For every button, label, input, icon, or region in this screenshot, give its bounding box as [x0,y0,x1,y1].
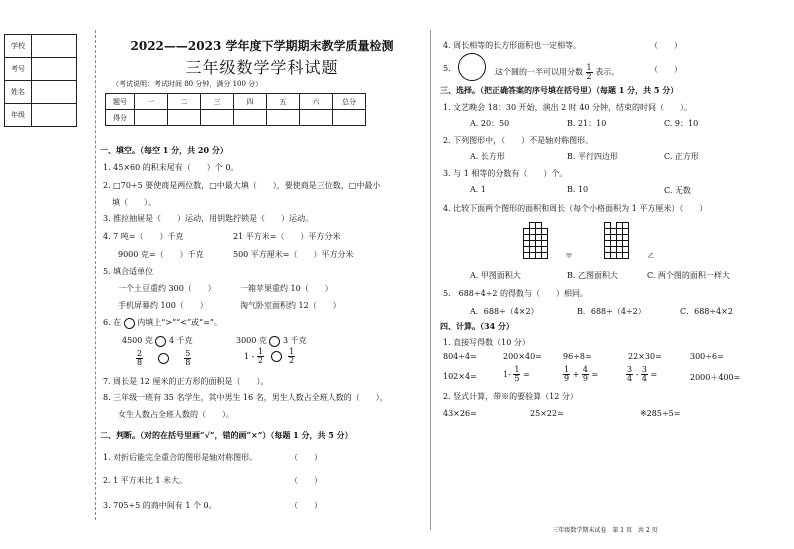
score-header: 六 [300,94,333,110]
c2-option-b: B. 平行四边形 [567,152,618,161]
c1-option-b: B. 21：10 [567,119,607,128]
fraction: $\frac{5}{8}$ [185,349,191,367]
school-label: 学校 [5,35,32,58]
q4-b2: 500 平方厘米=（ ）平方分米 [233,250,354,259]
q1: 1. 45×60 的积末尾有（ ）个 0。 [103,163,239,172]
calc-item-fraction: $\frac{3}{4}$ - $\frac{3}{4}$ = [627,365,658,383]
calc-part2: 2. 竖式计算，带※的要验算（12 分） [443,392,578,401]
tf2: 2. 1 平方米比 1 米大。 [103,476,187,485]
c3: 3. 与 1 相等的分数有（ ）个。 [443,169,568,178]
q5-b2: 淘气卧室面积约 12（ ） [240,301,341,310]
tf5-text: 这个圆的一半可以用分数 [495,67,583,77]
name-field[interactable] [32,81,77,104]
c4-option-a: A. 甲图面积大 [470,271,521,280]
q3: 3. 推拉抽屉是（ ）运动，用钥匙拧锁是（ ）运动。 [103,214,314,223]
score-header: 总分 [333,94,366,110]
section-calculation: 四、计算。（34 分） [440,321,514,331]
vertical-calc: ※285÷5= [640,409,681,418]
q8-cont: 女生人数占全班人数的（ ）。 [118,410,234,419]
calc-item: 96÷8= [563,352,592,361]
vertical-calc: 43×26= [443,409,477,418]
grade-field[interactable] [32,104,77,127]
answer-paren[interactable]: （ ） [290,501,322,510]
tf5-tail: 表示。 [595,67,620,77]
q6-value: 3000 克 [236,336,267,345]
score-header: 一 [135,94,168,110]
q4-a2: 21 平方米=（ ）平方分米 [233,232,341,241]
q6-label: 6. 在 [103,318,122,327]
q5-a2: 一箱苹果重约 10（ ） [240,284,333,293]
c3-option-a: A. 1 [470,185,486,194]
score-cell [135,110,168,126]
c5: 5. 688÷4÷2 的得数与（ ）相同。 [443,289,589,298]
calc-item-fraction: 1- $\frac{1}{5}$ = [503,365,530,383]
c5-option-a: A．688÷（4×2） [470,307,539,316]
calc-item: 300÷6= [690,352,724,361]
calc-item: 102×4= [443,372,477,381]
tf5 [495,64,619,81]
student-info-table [4,34,77,127]
q5-a1: 一个土豆重约 300（ ） [118,284,216,293]
calc-part1: 1. 直接写得数（10 分） [443,338,530,347]
answer-paren[interactable]: （ ） [290,453,322,462]
circle-figure-icon [458,53,486,81]
score-header: 三 [201,94,234,110]
one: 1 [244,352,250,361]
score-header: 二 [168,94,201,110]
q6-value: 4 千克 [169,336,193,345]
score-cell [234,110,267,126]
name-label: 姓名 [5,81,32,104]
circle-icon[interactable] [155,336,166,347]
grade-label: 年级 [5,104,32,127]
score-row-label: 得分 [106,110,135,126]
score-header: 题号 [106,94,135,110]
score-cell [168,110,201,126]
tf1: 1. 对折后能完全重合的图形是轴对称图形。 [103,453,258,462]
c1: 1. 文艺晚会 18：30 开始，演出 2 时 40 分钟，结束的时间（ ）。 [443,103,693,112]
q5: 5. 填合适单位 [103,267,154,276]
exam-title: 2022——2023 学年度下学期期末教学质量检测 [130,39,394,53]
score-cell [333,110,366,126]
q6-row1-left [122,335,193,347]
answer-paren[interactable]: （ ） [650,65,682,74]
fraction: $\frac{1}{2}$ [289,347,295,365]
score-table [105,93,366,126]
tf3: 3. 705÷5 的商中间有 1 个 0。 [103,501,217,510]
column-divider [430,30,431,530]
figure-yi-label: 乙 [648,253,655,260]
c5-option-c: C．688÷4×2 [680,307,733,316]
q6-row1-right [236,335,307,347]
section-true-false: 二、判断。（对的在括号里画“√”，错的画“×”）（每题 1 分，共 5 分） [100,430,353,440]
fraction: $\frac{3}{4}$ [641,365,647,383]
calc-item-fraction: $\frac{1}{9}$ + $\frac{4}{9}$ = [564,365,599,383]
c2-option-a: A. 长方形 [470,152,505,161]
q2-cont: 填（ ）。 [112,198,156,207]
q5-b1: 手机屏幕约 100（ ） [118,301,208,310]
q7: 7. 周长是 12 厘米的正方形的面积是（ ）。 [103,377,269,386]
calc-item: 2000＋400= [690,373,741,382]
c2-option-c: C. 正方形 [664,152,699,161]
score-header: 五 [267,94,300,110]
c4: 4. 比较下面两个图形的面积和周长（每个小格面积为 1 平方厘米）（ ） [443,204,708,213]
q6-instruction: 内填上“>”“<”或“=”。 [137,318,222,327]
c5-option-b: B．688÷（4÷2） [577,307,646,316]
section-choice: 三、选择。（把正确答案的序号填在括号里）（每题 1 分，共 5 分） [440,85,679,95]
fraction: $\frac{1}{2}$ [586,63,592,81]
answer-paren[interactable]: （ ） [650,41,682,50]
c1-option-a: A. 20：50 [470,119,510,128]
circle-icon [124,318,135,329]
fraction: $\frac{3}{4}$ [627,365,633,383]
binding-line [95,30,96,520]
c4-option-c: C. 两个图的面积一样大 [647,271,730,280]
grid-figure-jia [523,222,563,262]
subject-title: 三年级数学学科试题 [185,58,339,77]
grid-figure-yi [604,222,644,262]
q6-value: 3 千克 [283,336,307,345]
circle-icon[interactable] [158,353,169,364]
fraction: $\frac{1}{5}$ [514,365,520,383]
c3-option-c: C. 无数 [664,186,691,195]
minus: - [251,352,255,361]
figure-jia-label: 甲 [566,253,573,260]
answer-paren[interactable]: （ ） [290,476,322,485]
c4-option-b: B. 乙图面积大 [567,271,618,280]
vertical-calc: 25×22= [530,409,564,418]
fraction: $\frac{2}{8}$ [137,349,143,367]
q2: 2. □70÷5 要使商是两位数，□中最大填（ ），要使商是三位数，□中最小 [103,181,381,190]
q4-b1: 9000 克=（ ）千克 [118,250,204,259]
fraction: $\frac{4}{9}$ [582,365,588,383]
exam-number-field[interactable] [32,58,77,81]
circle-icon[interactable] [269,336,280,347]
tf4: 4. 周长相等的长方形面积也一定相等。 [443,41,582,50]
fraction: $\frac{1}{9}$ [564,365,570,383]
tf5-num: 5. [443,64,451,73]
q6 [103,317,222,329]
section-fill-blank: 一、填空。（每空 1 分，共 20 分） [100,145,228,155]
score-cell [300,110,333,126]
q6-row2-left [136,348,191,367]
circle-icon[interactable] [271,351,282,362]
c2: 2. 下列图形中，（ ）不是轴对称图形。 [443,136,594,145]
score-header: 四 [234,94,267,110]
exam-note: （考试说明：考试时间 80 分钟，满分 100 分） [112,80,263,88]
q4-a1: 4. 7 吨=（ ）千克 [103,232,184,241]
page-footer: 三年级数学期末试卷 第 1 页 共 2 页 [552,527,658,534]
fraction: $\frac{1}{2}$ [257,347,263,365]
c3-option-b: B. 10 [567,185,589,194]
score-cell [267,110,300,126]
q8: 8. 三年级一班有 35 名学生，其中男生 16 名，男生人数占全班人数的（ ）， [103,393,388,402]
exam-number-label: 考号 [5,58,32,81]
calc-item: 200×40= [503,352,542,361]
calc-item: 22×30= [628,352,662,361]
c1-option-c: C. 9：10 [664,119,699,128]
score-cell [201,110,234,126]
calc-item: 804÷4= [443,352,477,361]
q6-value: 4500 克 [122,336,153,345]
q6-row2-right [244,348,295,365]
school-field[interactable] [32,35,77,58]
